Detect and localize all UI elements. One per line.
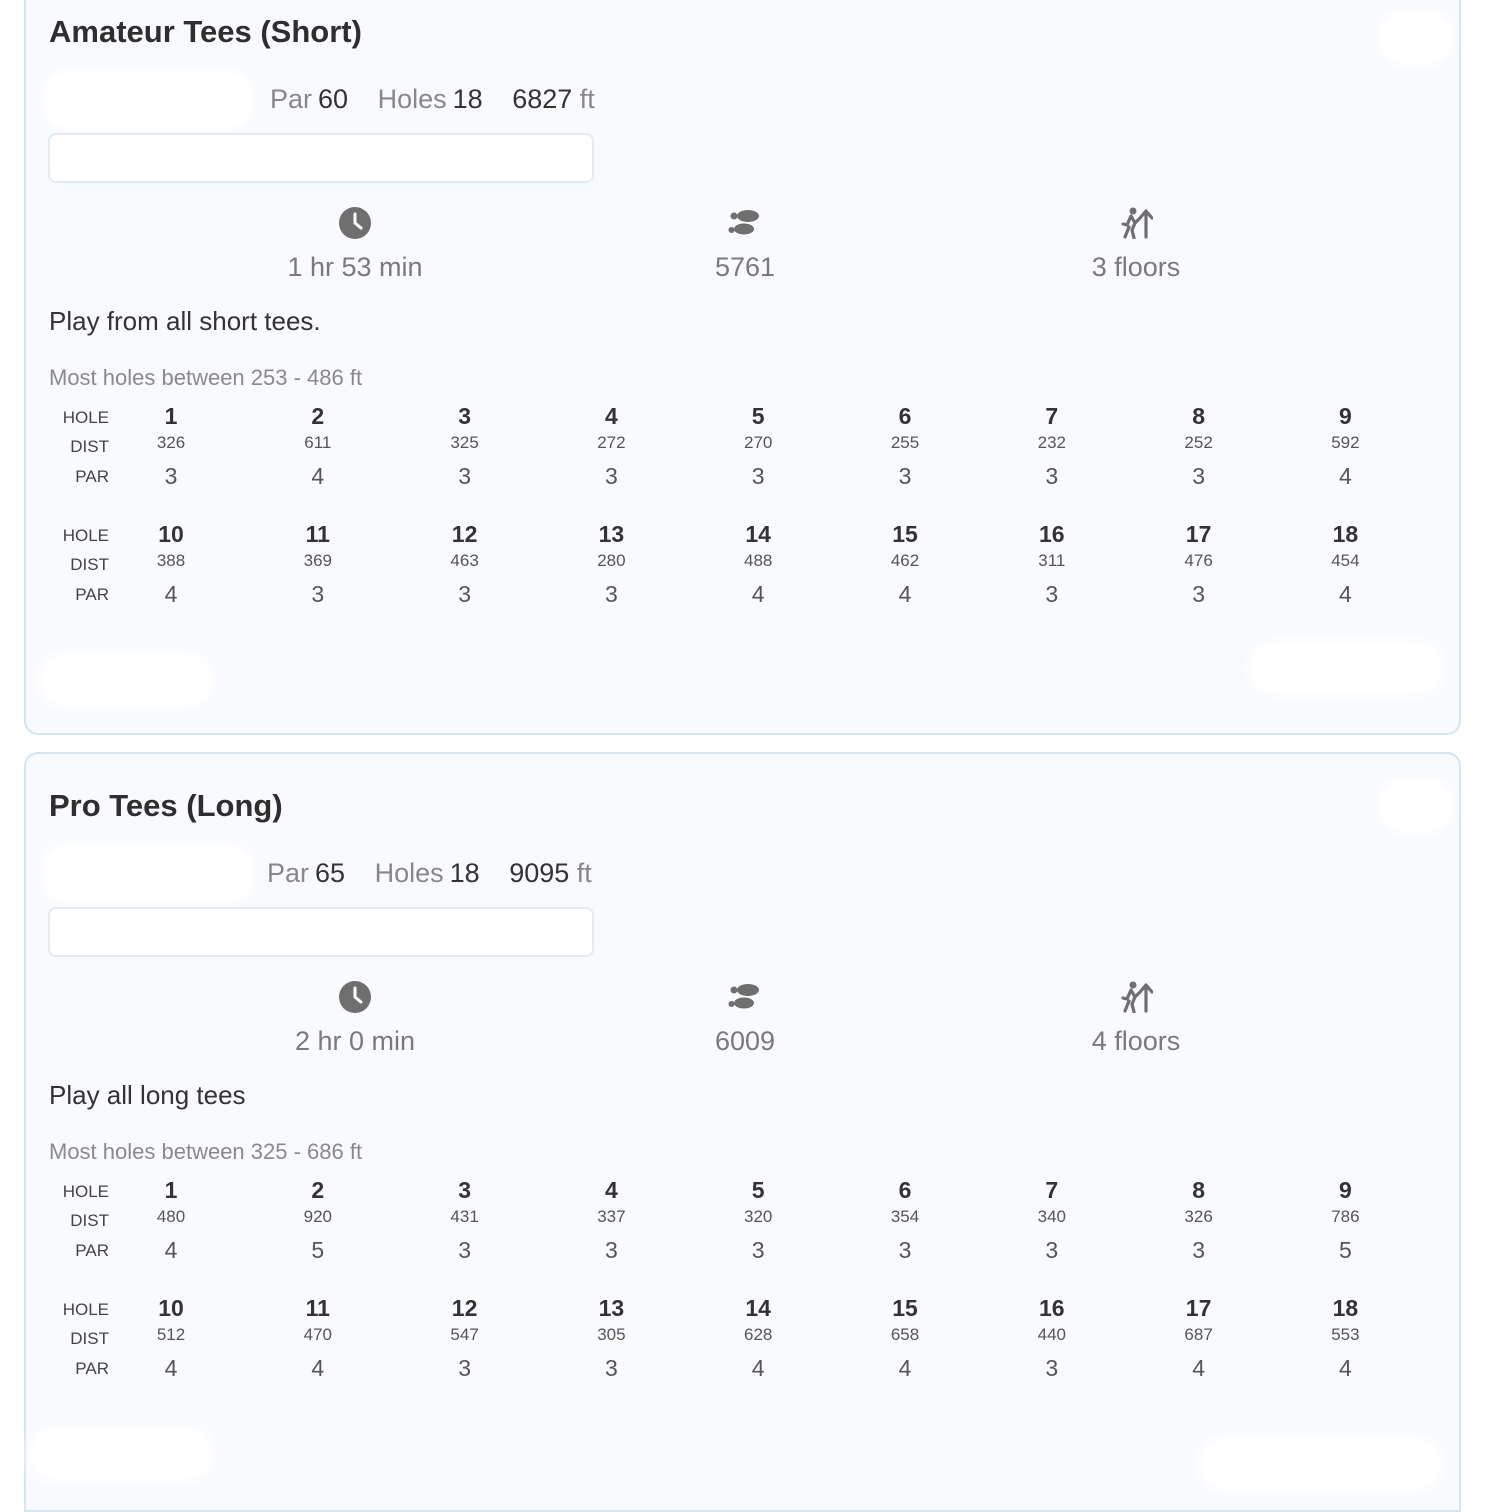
- par-cell: 3: [1192, 1237, 1205, 1263]
- dist-cell: 488: [744, 551, 773, 570]
- dist-cell: 311: [1038, 551, 1066, 570]
- hole-cell: 17: [1185, 521, 1212, 547]
- hole-cell: 16: [1039, 521, 1065, 547]
- dist-cell: 786: [1331, 1207, 1360, 1226]
- dist-cell: 280: [597, 551, 626, 570]
- scorecard-par-row: [26, 1355, 1459, 1385]
- par-cell: 5: [311, 1237, 325, 1263]
- distance-range: Most holes between 325 - 686 ft: [49, 1139, 363, 1164]
- row-label-dist: DIST: [70, 437, 109, 456]
- scorecard-hole-row: [26, 1177, 1459, 1207]
- par-cell: 4: [1192, 1355, 1205, 1381]
- par-value: 65: [315, 858, 346, 888]
- holes-value: 18: [449, 858, 480, 888]
- row-label-hole: HOLE: [62, 526, 109, 545]
- row-label-dist: DIST: [70, 555, 109, 574]
- steps-stat: [595, 980, 895, 1057]
- hole-cell: 11: [305, 1295, 330, 1321]
- par-cell: 3: [1045, 463, 1059, 489]
- hole-cell: 10: [158, 521, 184, 547]
- time-stat: [205, 206, 505, 283]
- time-value: 1 hr 53 min: [287, 252, 423, 282]
- par-label: Par: [267, 858, 310, 888]
- scorecard-dist-row: [26, 1207, 1459, 1237]
- steps-stat: [595, 206, 895, 283]
- course-meta: [267, 858, 592, 889]
- hole-cell: 3: [458, 1177, 471, 1203]
- par-label: Par: [270, 84, 313, 114]
- par-cell: 3: [751, 463, 765, 489]
- course-description: Play from all short tees.: [49, 306, 321, 336]
- row-label-par: PAR: [75, 585, 109, 604]
- hole-cell: 13: [598, 521, 625, 547]
- dist-cell: 369: [303, 551, 332, 570]
- scorecard-par-row: [26, 1237, 1459, 1267]
- holes-value: 18: [452, 84, 483, 114]
- par-cell: 3: [1045, 1355, 1059, 1381]
- par-cell: 3: [604, 581, 618, 607]
- par-cell: 4: [1338, 581, 1352, 607]
- par-cell: 4: [898, 1355, 912, 1381]
- steps-value: 5761: [714, 252, 776, 282]
- par-cell: 4: [898, 581, 912, 607]
- floors-stat: [986, 980, 1286, 1057]
- dist-cell: 340: [1037, 1207, 1066, 1226]
- course-card-amateur[interactable]: [24, 0, 1461, 735]
- row-label-hole: HOLE: [62, 1182, 109, 1201]
- hole-cell: 5: [751, 403, 765, 429]
- dist-cell: 431: [450, 1207, 479, 1226]
- floors-stat: [986, 206, 1286, 283]
- clock-icon: [205, 980, 505, 1014]
- course-title: Pro Tees (Long): [49, 788, 283, 823]
- dist-cell: 272: [597, 433, 626, 452]
- dist-cell: 628: [744, 1325, 773, 1344]
- course-card-pro[interactable]: [24, 752, 1461, 1512]
- hole-cell: 2: [311, 403, 325, 429]
- dist-cell: 592: [1331, 433, 1360, 452]
- redacted-field: [48, 133, 594, 183]
- scorecard-hole-row: [26, 403, 1459, 433]
- par-cell: 3: [604, 1237, 618, 1263]
- scorecard-dist-row: [26, 551, 1459, 581]
- par-cell: 3: [898, 463, 912, 489]
- hole-cell: 4: [604, 403, 618, 429]
- hole-cell: 11: [305, 521, 330, 547]
- dist-cell: 320: [744, 1207, 773, 1226]
- redacted-badge: [48, 76, 248, 124]
- hole-cell: 4: [604, 1177, 618, 1203]
- row-label-par: PAR: [75, 1359, 109, 1378]
- redacted-footer-left: [36, 1434, 206, 1474]
- dist-cell: 611: [304, 433, 332, 452]
- hole-cell: 7: [1045, 403, 1059, 429]
- course-title: Amateur Tees (Short): [49, 14, 362, 49]
- dist-cell: 470: [303, 1325, 332, 1344]
- redacted-field: [48, 907, 594, 957]
- hole-cell: 14: [745, 521, 771, 547]
- dist-cell: 476: [1184, 551, 1213, 570]
- par-cell: 4: [311, 463, 325, 489]
- hole-cell: 1: [164, 403, 178, 429]
- redacted-corner: [1386, 18, 1446, 58]
- par-cell: 4: [1338, 463, 1352, 489]
- par-cell: 4: [311, 1355, 325, 1381]
- hole-cell: 6: [898, 403, 912, 429]
- par-cell: 4: [164, 1355, 178, 1381]
- hole-cell: 13: [598, 1295, 625, 1321]
- dist-cell: 252: [1184, 433, 1213, 452]
- redacted-footer-right: [1256, 648, 1436, 688]
- hole-cell: 15: [892, 1295, 918, 1321]
- dist-cell: 326: [1184, 1207, 1213, 1226]
- distance-value: 9095: [509, 858, 570, 888]
- dist-cell: 337: [597, 1207, 626, 1226]
- scorecard-hole-row: [26, 1295, 1459, 1325]
- hole-cell: 18: [1332, 521, 1359, 547]
- scorecard-par-row: [26, 463, 1459, 493]
- hole-cell: 9: [1338, 1177, 1352, 1203]
- par-cell: 4: [164, 1237, 178, 1263]
- hole-cell: 16: [1039, 1295, 1065, 1321]
- holes-label: Holes: [374, 858, 444, 888]
- par-cell: 3: [458, 581, 471, 607]
- redacted-corner: [1386, 786, 1446, 826]
- hole-cell: 7: [1045, 1177, 1059, 1203]
- time-stat: [205, 980, 505, 1057]
- distance-unit: ft: [576, 858, 592, 888]
- dist-cell: 326: [156, 433, 186, 452]
- dist-cell: 480: [156, 1207, 186, 1226]
- scorecard-hole-row: [26, 521, 1459, 551]
- row-label-par: PAR: [75, 467, 109, 486]
- row-label-hole: HOLE: [62, 1300, 109, 1319]
- par-cell: 3: [898, 1237, 912, 1263]
- redacted-footer-right: [1206, 1444, 1436, 1484]
- dist-cell: 440: [1037, 1325, 1066, 1344]
- row-label-par: PAR: [75, 1241, 109, 1260]
- par-cell: 3: [311, 581, 325, 607]
- par-cell: 4: [751, 581, 765, 607]
- par-cell: 3: [604, 463, 618, 489]
- dist-cell: 512: [156, 1325, 186, 1344]
- dist-cell: 305: [597, 1325, 626, 1344]
- dist-cell: 462: [890, 551, 920, 570]
- hole-cell: 8: [1192, 1177, 1205, 1203]
- dist-cell: 354: [890, 1207, 920, 1226]
- footsteps-icon: [595, 980, 895, 1014]
- par-cell: 3: [1192, 463, 1205, 489]
- scorecard-dist-row: [26, 433, 1459, 463]
- holes-label: Holes: [377, 84, 447, 114]
- hole-cell: 15: [892, 521, 918, 547]
- dist-cell: 463: [450, 551, 479, 570]
- hole-cell: 10: [158, 1295, 184, 1321]
- time-value: 2 hr 0 min: [294, 1026, 416, 1056]
- distance-value: 6827: [512, 84, 573, 114]
- par-cell: 3: [1045, 1237, 1059, 1263]
- par-cell: 3: [1192, 581, 1205, 607]
- dist-cell: 920: [303, 1207, 332, 1226]
- par-cell: 3: [164, 463, 178, 489]
- distance-range: Most holes between 253 - 486 ft: [49, 365, 363, 390]
- hole-cell: 18: [1332, 1295, 1359, 1321]
- par-cell: 3: [458, 1355, 471, 1381]
- dist-cell: 232: [1037, 433, 1066, 452]
- dist-cell: 388: [156, 551, 186, 570]
- par-cell: 4: [751, 1355, 765, 1381]
- row-label-dist: DIST: [70, 1211, 109, 1230]
- dist-cell: 547: [450, 1325, 479, 1344]
- dist-cell: 687: [1184, 1325, 1213, 1344]
- par-cell: 3: [751, 1237, 765, 1263]
- dist-cell: 270: [744, 433, 773, 452]
- par-cell: 4: [164, 581, 178, 607]
- hole-cell: 1: [164, 1177, 178, 1203]
- steps-value: 6009: [714, 1026, 776, 1056]
- hole-cell: 12: [451, 1295, 478, 1321]
- par-cell: 5: [1338, 1237, 1352, 1263]
- clock-icon: [205, 206, 505, 240]
- hole-cell: 6: [898, 1177, 912, 1203]
- hole-cell: 9: [1338, 403, 1352, 429]
- scorecard-dist-row: [26, 1325, 1459, 1355]
- row-label-dist: DIST: [70, 1329, 109, 1348]
- hole-cell: 8: [1192, 403, 1205, 429]
- stairs-climber-icon: [986, 980, 1286, 1014]
- course-description: Play all long tees: [49, 1080, 246, 1110]
- hole-cell: 17: [1185, 1295, 1212, 1321]
- par-cell: 3: [458, 1237, 471, 1263]
- hole-cell: 5: [751, 1177, 765, 1203]
- floors-value: 4 floors: [1091, 1026, 1181, 1056]
- scorecard-par-row: [26, 581, 1459, 611]
- dist-cell: 658: [890, 1325, 920, 1344]
- footsteps-icon: [595, 206, 895, 240]
- par-cell: 3: [458, 463, 471, 489]
- dist-cell: 553: [1331, 1325, 1360, 1344]
- par-cell: 3: [1045, 581, 1059, 607]
- distance-unit: ft: [579, 84, 595, 114]
- hole-cell: 12: [451, 521, 478, 547]
- stairs-climber-icon: [986, 206, 1286, 240]
- redacted-badge: [48, 850, 248, 898]
- hole-cell: 3: [458, 403, 471, 429]
- par-cell: 4: [1338, 1355, 1352, 1381]
- par-cell: 3: [604, 1355, 618, 1381]
- course-meta: [270, 84, 595, 115]
- hole-cell: 2: [311, 1177, 325, 1203]
- dist-cell: 255: [890, 433, 920, 452]
- dist-cell: 454: [1331, 551, 1360, 570]
- redacted-footer-left: [46, 660, 206, 700]
- hole-cell: 14: [745, 1295, 771, 1321]
- row-label-hole: HOLE: [62, 408, 109, 427]
- par-value: 60: [318, 84, 349, 114]
- dist-cell: 325: [450, 433, 479, 452]
- floors-value: 3 floors: [1091, 252, 1181, 282]
